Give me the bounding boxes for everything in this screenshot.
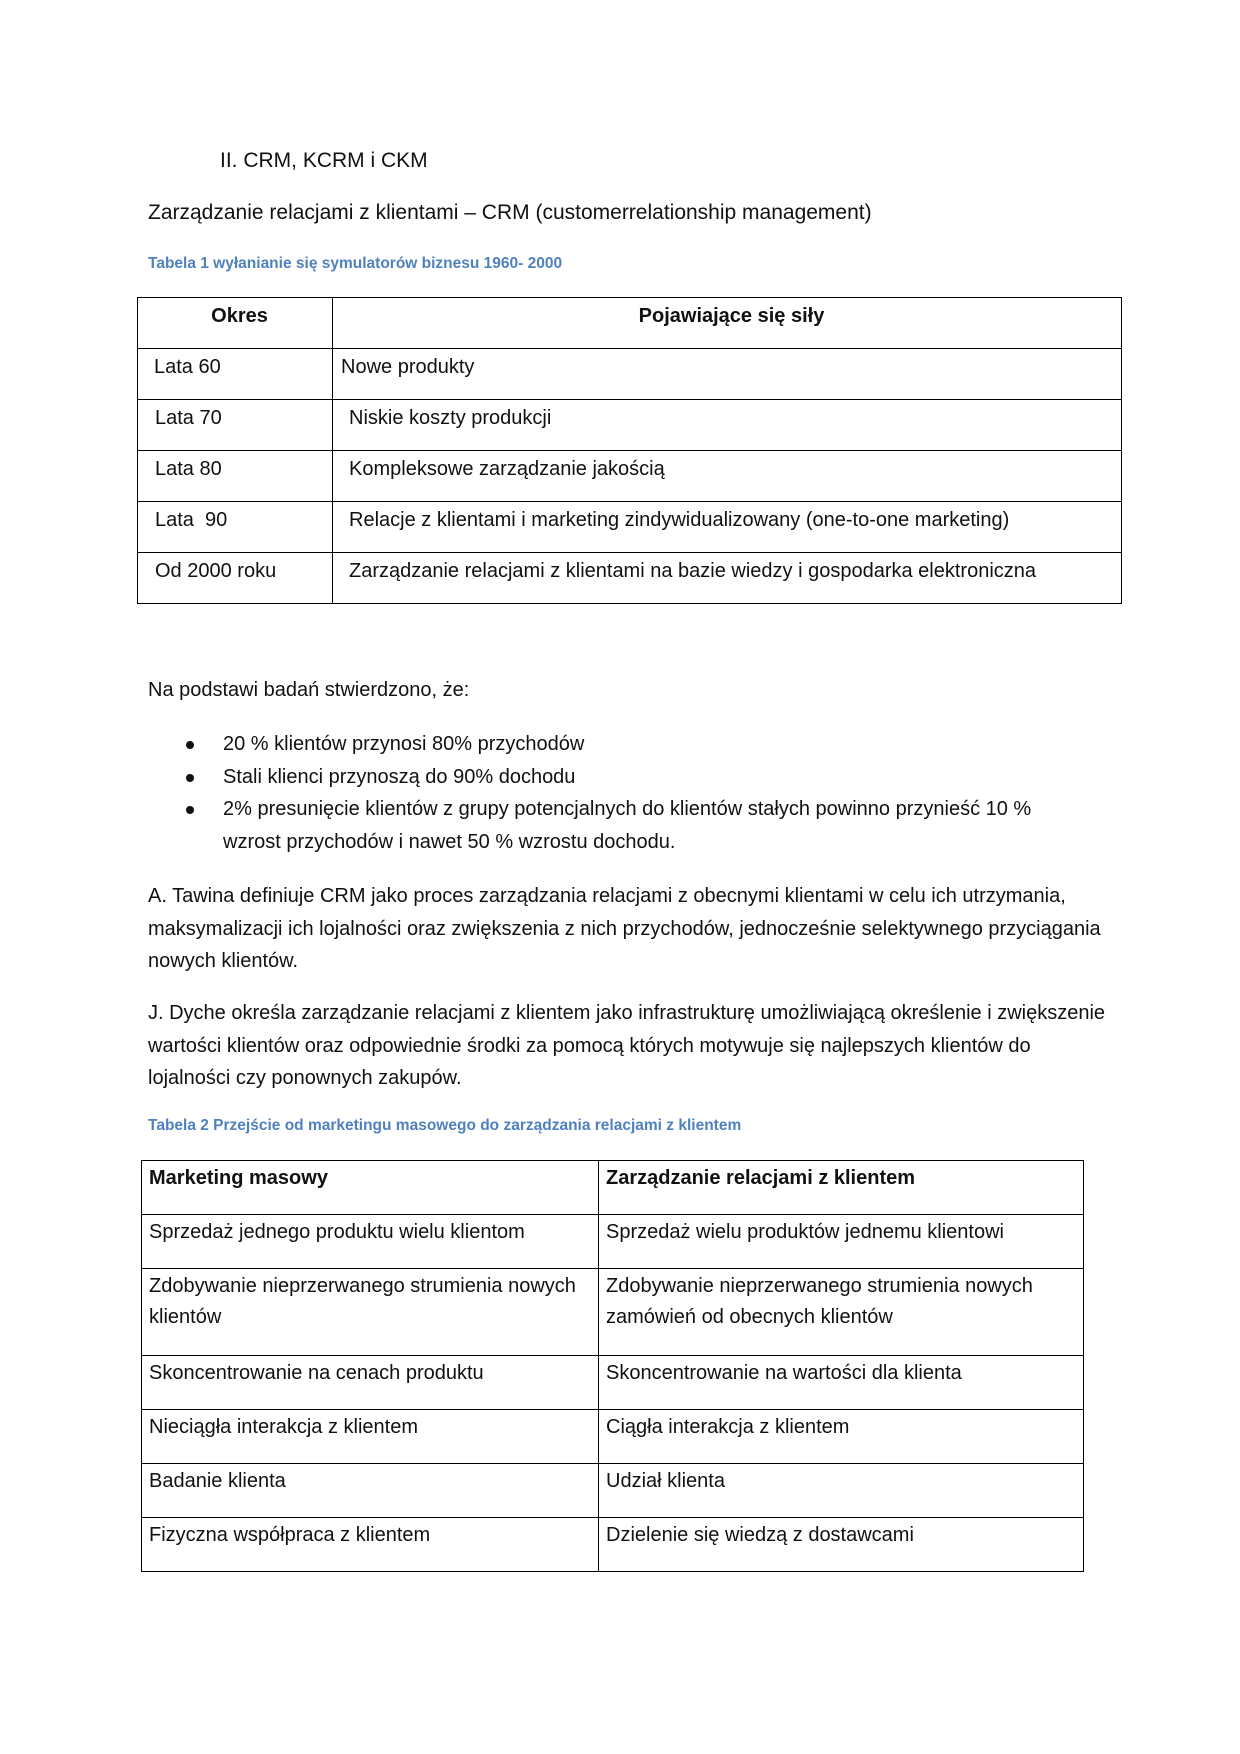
table-cell: Od 2000 roku xyxy=(138,553,333,604)
table-cell: Skoncentrowanie na cenach produktu xyxy=(142,1356,599,1410)
table-header-cell: Marketing masowy xyxy=(142,1161,599,1215)
table-cell: Zdobywanie nieprzerwanego strumienia nowych zamówień od obecnych klientów xyxy=(599,1269,1084,1356)
table-cell: Nieciągła interakcja z klientem xyxy=(142,1410,599,1464)
table-header-cell: Pojawiające się siły xyxy=(333,298,1122,349)
table-row xyxy=(138,502,1122,553)
list-item: Stali klienci przynoszą do 90% dochodu xyxy=(180,761,1090,794)
table-cell: Sprzedaż jednego produktu wielu klientom xyxy=(142,1215,599,1269)
list-item: 20 % klientów przynosi 80% przychodów xyxy=(180,728,1090,761)
bullet-icon xyxy=(186,774,194,782)
bullet-icon xyxy=(186,806,194,814)
table-cell: Kompleksowe zarządzanie jakością xyxy=(333,451,1122,502)
table-row xyxy=(142,1269,1084,1356)
table-row xyxy=(138,451,1122,502)
table-header-row xyxy=(138,298,1122,349)
table-cell: Nowe produkty xyxy=(333,349,1122,400)
table-cell: Lata 70 xyxy=(138,400,333,451)
table-cell: Relacje z klientami i marketing zindywidualizowany (one-to-one marketing) xyxy=(333,502,1122,553)
table-cell: Zarządzanie relacjami z klientami na bazie wiedzy i gospodarka elektroniczna xyxy=(333,553,1122,604)
table-row xyxy=(142,1410,1084,1464)
paragraph-dyche: J. Dyche określa zarządzanie relacjami z klientem jako infrastrukturę umożliwiającą określenie i zwiększenie wartości klientów oraz odpowiednie środki za pomocą których motywuje się najlepszych klientów do lojalności czy ponownych zakupów. xyxy=(148,1002,1106,1089)
table-cell: Zdobywanie nieprzerwanego strumienia nowych klientów xyxy=(142,1269,599,1356)
section-heading: II. CRM, KCRM i CKM xyxy=(220,149,428,172)
table-cell: Fizyczna współpraca z klientem xyxy=(142,1518,599,1572)
table-row xyxy=(138,400,1122,451)
table-cell: Badanie klienta xyxy=(142,1464,599,1518)
table-row xyxy=(138,349,1122,400)
subheading: Zarządzanie relacjami z klientami – CRM (customerrelationship management) xyxy=(148,201,872,224)
table-emerging-forces xyxy=(137,297,1122,604)
table-cell: Ciągła interakcja z klientem xyxy=(599,1410,1084,1464)
table2-caption: Tabela 2 Przejście od marketingu masowego do zarządzania relacjami z klientem xyxy=(148,1117,742,1134)
table-header-row xyxy=(142,1161,1084,1215)
table-row xyxy=(138,553,1122,604)
table-cell: Lata 80 xyxy=(138,451,333,502)
table1-caption: Tabela 1 wyłanianie się symulatorów biznesu 1960- 2000 xyxy=(148,255,563,272)
findings-list xyxy=(180,728,1090,858)
table-cell: Udział klienta xyxy=(599,1464,1084,1518)
intro-text: Na podstawi badań stwierdzono, że: xyxy=(148,679,470,701)
table-row xyxy=(142,1215,1084,1269)
table-cell: Lata 60 xyxy=(138,349,333,400)
table-mass-vs-crm xyxy=(141,1160,1084,1572)
table-row xyxy=(142,1518,1084,1572)
list-item: 2% presunięcie klientów z grupy potencjalnych do klientów stałych powinno przynieść 10 % wzrost przychodów i nawet 50 % wzrostu dochodu. xyxy=(180,793,1090,858)
table-row xyxy=(142,1356,1084,1410)
paragraph-tawina: A. Tawina definiuje CRM jako proces zarządzania relacjami z obecnymi klientami w celu ich utrzymania, maksymalizacji ich lojalności oraz zwiększenia z nich przychodów, jednocześnie selektywnego przyciągania nowych klientów. xyxy=(148,885,1101,972)
table-cell: Sprzedaż wielu produktów jednemu klientowi xyxy=(599,1215,1084,1269)
table-cell: Lata 90 xyxy=(138,502,333,553)
table-cell: Skoncentrowanie na wartości dla klienta xyxy=(599,1356,1084,1410)
bullet-icon xyxy=(186,741,194,749)
table-cell: Dzielenie się wiedzą z dostawcami xyxy=(599,1518,1084,1572)
table-row xyxy=(142,1464,1084,1518)
table-header-cell: Okres xyxy=(138,298,333,349)
table-header-cell: Zarządzanie relacjami z klientem xyxy=(599,1161,1084,1215)
table-cell: Niskie koszty produkcji xyxy=(333,400,1122,451)
